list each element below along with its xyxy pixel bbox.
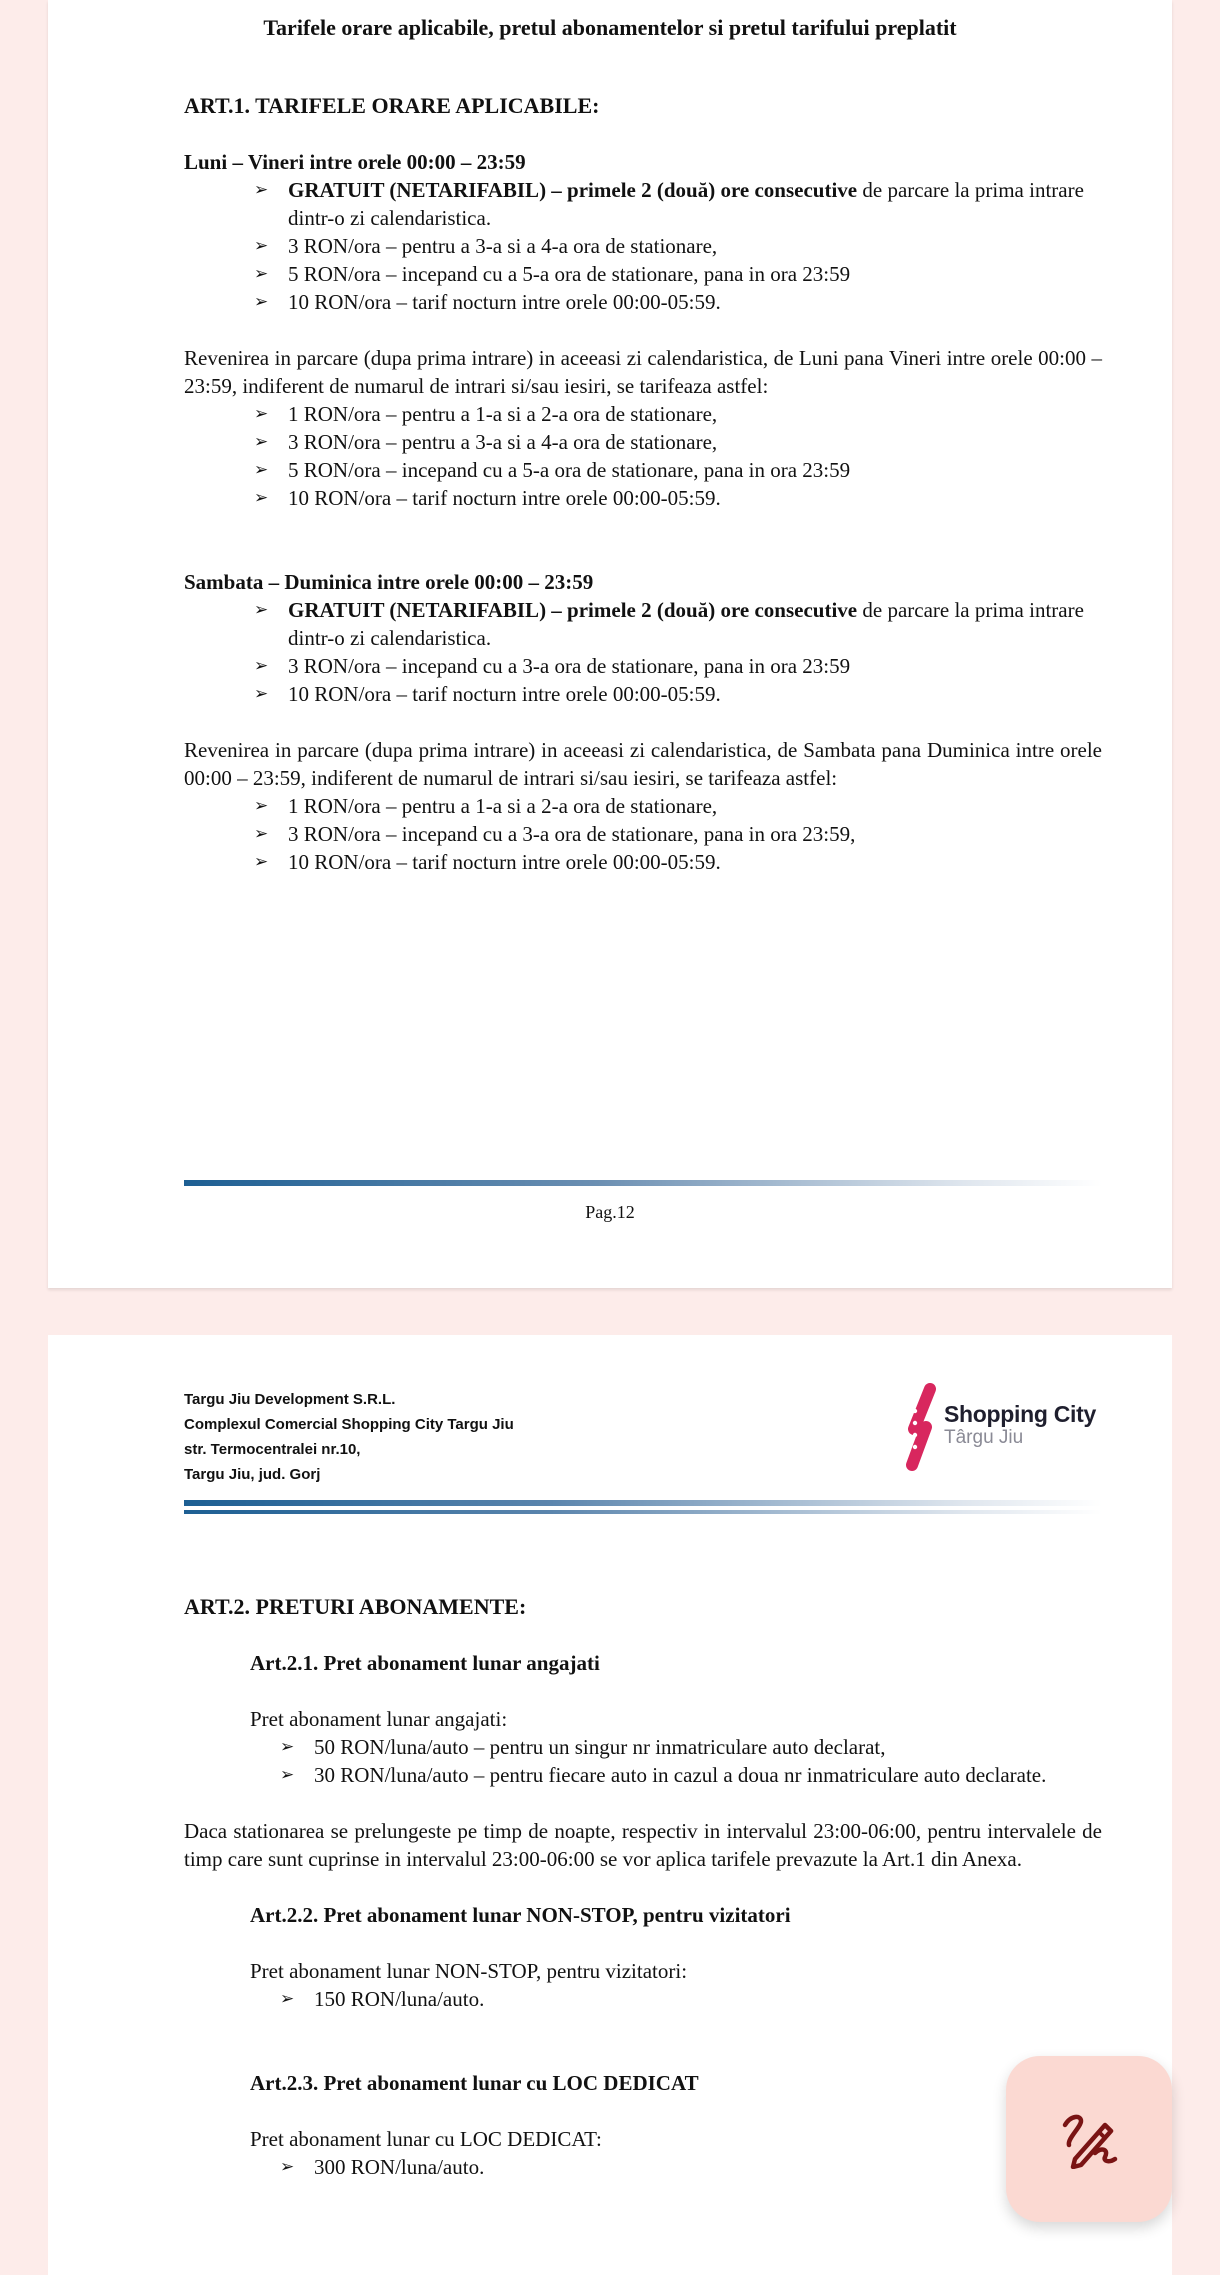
arrow-bullet-icon: ➢ <box>280 1989 295 2009</box>
weekday-return-list <box>254 400 1102 512</box>
list-item: ➢ 3 RON/ora – incepand cu a 3-a ora de stationare, pana in ora 23:59 <box>254 654 851 678</box>
arrow-bullet-icon: ➢ <box>254 824 269 844</box>
art2-1-intro: Pret abonament lunar angajati: <box>250 1707 508 1731</box>
arrow-bullet-icon: ➢ <box>254 236 269 256</box>
weekday-rates-list <box>254 176 1102 316</box>
company-line: Targu Jiu, jud. Gorj <box>184 1466 321 1483</box>
art2-3-list <box>280 2153 1102 2181</box>
art2-1-list <box>280 1733 1102 1789</box>
art1-heading: ART.1. TARIFELE ORARE APLICABILE: <box>184 93 600 118</box>
art2-3-heading: Art.2.3. Pret abonament lunar cu LOC DEDICAT <box>250 2071 699 2095</box>
weekend-heading: Sambata – Duminica intre orele 00:00 – 23:59 <box>184 570 594 594</box>
free-period-rest: de parcare la prima intrare dintr-o zi calendaristica. <box>288 598 1084 650</box>
company-address <box>184 1387 514 1487</box>
arrow-bullet-icon: ➢ <box>254 656 269 676</box>
arrow-bullet-icon: ➢ <box>254 292 269 312</box>
art2-3-intro: Pret abonament lunar cu LOC DEDICAT: <box>250 2127 602 2151</box>
art2-1-note: Daca stationarea se prelungeste pe timp de noapte, respectiv in intervalul 23:00-06:00, pentru intervalele de timp care sunt cuprinse in intervalul 23:00-06:00 se vor aplica tarifele prevazute la Art.1 din Anexa. <box>184 1819 1102 1871</box>
edit-annotate-button[interactable] <box>1006 2056 1172 2222</box>
list-item <box>254 596 1102 652</box>
document-page-12 <box>48 0 1172 1288</box>
list-item: ➢ 50 RON/luna/auto – pentru un singur nr inmatriculare auto declarat, <box>280 1735 886 1759</box>
list-item: ➢ 10 RON/ora – tarif nocturn intre orele 00:00-05:59. <box>254 850 721 874</box>
art2-2-heading: Art.2.2. Pret abonament lunar NON-STOP, pentru vizitatori <box>250 1903 791 1927</box>
list-item: ➢ 10 RON/ora – tarif nocturn intre orele 00:00-05:59. <box>254 486 721 510</box>
page-number: Pag.12 <box>585 1202 635 1222</box>
arrow-bullet-icon: ➢ <box>254 404 269 424</box>
arrow-bullet-icon: ➢ <box>254 432 269 452</box>
weekend-rates-list <box>254 596 1102 708</box>
art1-section <box>184 92 1102 876</box>
arrow-bullet-icon: ➢ <box>280 2157 295 2177</box>
company-line: str. Termocentralei nr.10, <box>184 1441 361 1458</box>
arrow-bullet-icon: ➢ <box>254 600 269 620</box>
arrow-bullet-icon: ➢ <box>254 180 269 200</box>
weekend-return-paragraph: Revenirea in parcare (dupa prima intrare) in aceeasi zi calendaristica, de Sambata pana Duminica intre orele 00:00 – 23:59, indiferent de numarul de intrari si/sau iesiri, se tarifeaza astfel: <box>184 738 1102 790</box>
free-period-bold: GRATUIT (NETARIFABIL) – primele 2 (două) ore consecutive <box>288 178 858 202</box>
list-item: ➢ 1 RON/ora – pentru a 1-a si a 2-a ora de stationare, <box>254 794 718 818</box>
list-item: ➢ 1 RON/ora – pentru a 1-a si a 2-a ora de stationare, <box>254 402 718 426</box>
weekday-heading: Luni – Vineri intre orele 00:00 – 23:59 <box>184 150 526 174</box>
chain-link-logo-icon <box>904 1383 940 1473</box>
header-rule-secondary <box>184 1510 1102 1514</box>
logo-name: Shopping City <box>944 1401 1096 1427</box>
art2-1-heading: Art.2.1. Pret abonament lunar angajati <box>250 1651 600 1675</box>
company-line: Complexul Comercial Shopping City Targu Jiu <box>184 1416 514 1433</box>
document-page-13 <box>48 1335 1172 2275</box>
footer-rule <box>184 1180 1102 1186</box>
art2-2-intro: Pret abonament lunar NON-STOP, pentru vizitatori: <box>250 1959 688 1983</box>
arrow-bullet-icon: ➢ <box>254 460 269 480</box>
art2-heading: ART.2. PRETURI ABONAMENTE: <box>184 1594 527 1619</box>
free-period-rest: de parcare la prima intrare dintr-o zi calendaristica. <box>288 178 1084 230</box>
art2-section <box>184 1593 1102 2181</box>
edit-pen-icon <box>1059 2109 1119 2169</box>
list-item: ➢ 3 RON/ora – incepand cu a 3-a ora de stationare, pana in ora 23:59, <box>254 822 856 846</box>
list-item: ➢ 30 RON/luna/auto – pentru fiecare auto in cazul a doua nr inmatriculare auto declarate. <box>280 1763 1047 1787</box>
logo-city: Târgu Jiu <box>944 1427 1024 1448</box>
arrow-bullet-icon: ➢ <box>254 264 269 284</box>
document-title: Tarifele orare aplicabile, pretul abonamentelor si pretul tarifului preplatit <box>263 15 957 40</box>
header-rule <box>184 1500 1102 1506</box>
list-item: ➢ 10 RON/ora – tarif nocturn intre orele 00:00-05:59. <box>254 682 721 706</box>
arrow-bullet-icon: ➢ <box>254 852 269 872</box>
weekend-return-list <box>254 792 1102 876</box>
list-item <box>254 176 1102 232</box>
arrow-bullet-icon: ➢ <box>254 796 269 816</box>
arrow-bullet-icon: ➢ <box>280 1737 295 1757</box>
shopping-city-logo <box>904 1383 1104 1473</box>
list-item: ➢ 3 RON/ora – pentru a 3-a si a 4-a ora de stationare, <box>254 234 718 258</box>
list-item: ➢ 300 RON/luna/auto. <box>280 2155 485 2179</box>
company-line: Targu Jiu Development S.R.L. <box>184 1391 396 1408</box>
arrow-bullet-icon: ➢ <box>254 684 269 704</box>
list-item: ➢ 5 RON/ora – incepand cu a 5-a ora de stationare, pana in ora 23:59 <box>254 262 851 286</box>
weekday-return-paragraph: Revenirea in parcare (dupa prima intrare) in aceeasi zi calendaristica, de Luni pana Vineri intre orele 00:00 – 23:59, indiferent de numarul de intrari si/sau iesiri, se tarifeaza astfel: <box>184 346 1102 398</box>
list-item: ➢ 3 RON/ora – pentru a 3-a si a 4-a ora de stationare, <box>254 430 718 454</box>
arrow-bullet-icon: ➢ <box>280 1765 295 1785</box>
list-item: ➢ 5 RON/ora – incepand cu a 5-a ora de stationare, pana in ora 23:59 <box>254 458 851 482</box>
list-item: ➢ 10 RON/ora – tarif nocturn intre orele 00:00-05:59. <box>254 290 721 314</box>
list-item: ➢ 150 RON/luna/auto. <box>280 1987 485 2011</box>
arrow-bullet-icon: ➢ <box>254 488 269 508</box>
art2-2-list <box>280 1985 1102 2013</box>
free-period-bold: GRATUIT (NETARIFABIL) – primele 2 (două) ore consecutive <box>288 598 858 622</box>
